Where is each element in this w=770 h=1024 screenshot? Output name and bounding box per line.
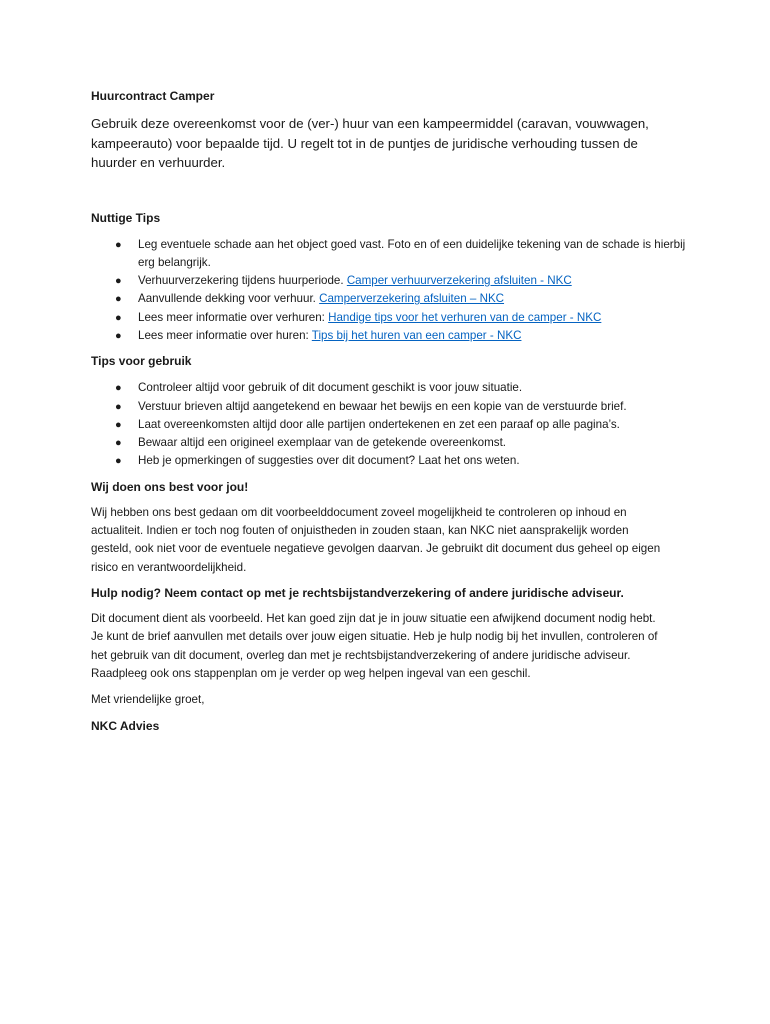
tip-text: Lees meer informatie over huren: [138, 328, 312, 342]
renting-out-tips-link[interactable]: Handige tips voor het verhuren van de camper - NKC [328, 310, 602, 324]
list-item [91, 309, 691, 327]
useful-tips-heading: Nuttige Tips [91, 210, 161, 225]
renting-tips-link[interactable]: Tips bij het huren van een camper - NKC [311, 328, 522, 342]
tip-text: Controleer altijd voor gebruik of dit document geschikt is voor jouw situatie. [138, 381, 523, 395]
best-effort-heading: Wij doen ons best voor jou! [91, 479, 249, 494]
bullet-icon: ● [115, 293, 122, 306]
bullet-icon: ● [115, 400, 122, 413]
list-item [91, 236, 691, 273]
camper-insurance-link[interactable]: Camperverzekering afsluiten – NKC [319, 292, 505, 306]
list-item [91, 379, 691, 397]
help-heading: Hulp nodig? Neem contact op met je rechtsbijstandverzekering of andere juridische adviseur. [91, 585, 624, 600]
help-paragraph: Dit document dient als voorbeeld. Het kan goed zijn dat je in jouw situatie een afwijkend document nodig hebt. Je kunt de brief aanvullen met details over jouw eigen situatie. Heb je hulp nodig bij het invullen, controleren of het gebruik van dit document, overleg dan met je rechtsbijstandverzekering of andere juridische adviseur. Raadpleeg ook ons stappenplan om je verder op weg helpen ingeval van een geschil. [91, 611, 658, 680]
tip-text: Verhuurverzekering tijdens huurperiode. [138, 274, 347, 288]
list-item [91, 416, 691, 434]
bullet-icon: ● [115, 238, 122, 251]
tip-text: Verstuur brieven altijd aangetekend en bewaar het bewijs en een kopie van de verstuurde brief. [138, 399, 627, 413]
bullet-icon: ● [115, 455, 122, 468]
bullet-icon: ● [115, 418, 122, 431]
tip-text: Heb je opmerkingen of suggesties over dit document? Laat het ons weten. [138, 454, 520, 468]
tip-text: Leg eventuele schade aan het object goed vast. Foto en of een duidelijke tekening van de schade is hierbij erg belangrijk. [138, 237, 686, 269]
best-effort-paragraph: Wij hebben ons best gedaan om dit voorbeelddocument zoveel mogelijkheid te controleren op inhoud en actualiteit. Indien er toch nog fouten of onjuistheden in zouden staan, kan NKC niet aansprakelijk worden gesteld, ook niet voor de eventuele negatieve gevolgen daarvan. Je gebruikt dit document dus geheel op eigen risico en verantwoordelijkheid. [91, 505, 661, 574]
bullet-icon: ● [115, 311, 122, 324]
usage-tips-heading: Tips voor gebruik [91, 354, 192, 369]
tip-text: Lees meer informatie over verhuren: [138, 310, 329, 324]
document-intro: Gebruik deze overeenkomst voor de (ver-) huur van een kampeermiddel (caravan, vouwwagen, kampeerauto) voor bepaalde tijd. U regelt tot in de puntjes de juridische verhouding tussen de huurder en verhuurder. [91, 116, 649, 170]
document-body [91, 87, 691, 735]
document-title: Huurcontract Camper [91, 89, 215, 103]
bullet-icon: ● [115, 275, 122, 288]
list-item [91, 327, 691, 345]
list-item [91, 398, 691, 416]
bullet-icon: ● [115, 437, 122, 450]
useful-tips-list [91, 236, 691, 346]
list-item [91, 272, 691, 290]
usage-tips-list [91, 379, 691, 470]
tip-text: Aanvullende dekking voor verhuur. [138, 292, 320, 306]
list-item [91, 452, 691, 470]
signature: NKC Advies [91, 719, 160, 734]
tip-text: Bewaar altijd een origineel exemplaar van de getekende overeenkomst. [138, 436, 507, 450]
bullet-icon: ● [115, 382, 122, 395]
bullet-icon: ● [115, 329, 122, 342]
list-item [91, 434, 691, 452]
greeting: Met vriendelijke groet, [91, 693, 205, 707]
tip-text: Laat overeenkomsten altijd door alle partijen ondertekenen en zet een paraaf op alle pagina’s. [138, 417, 620, 431]
camper-rental-insurance-link[interactable]: Camper verhuurverzekering afsluiten - NKC [346, 274, 572, 288]
list-item [91, 290, 691, 308]
